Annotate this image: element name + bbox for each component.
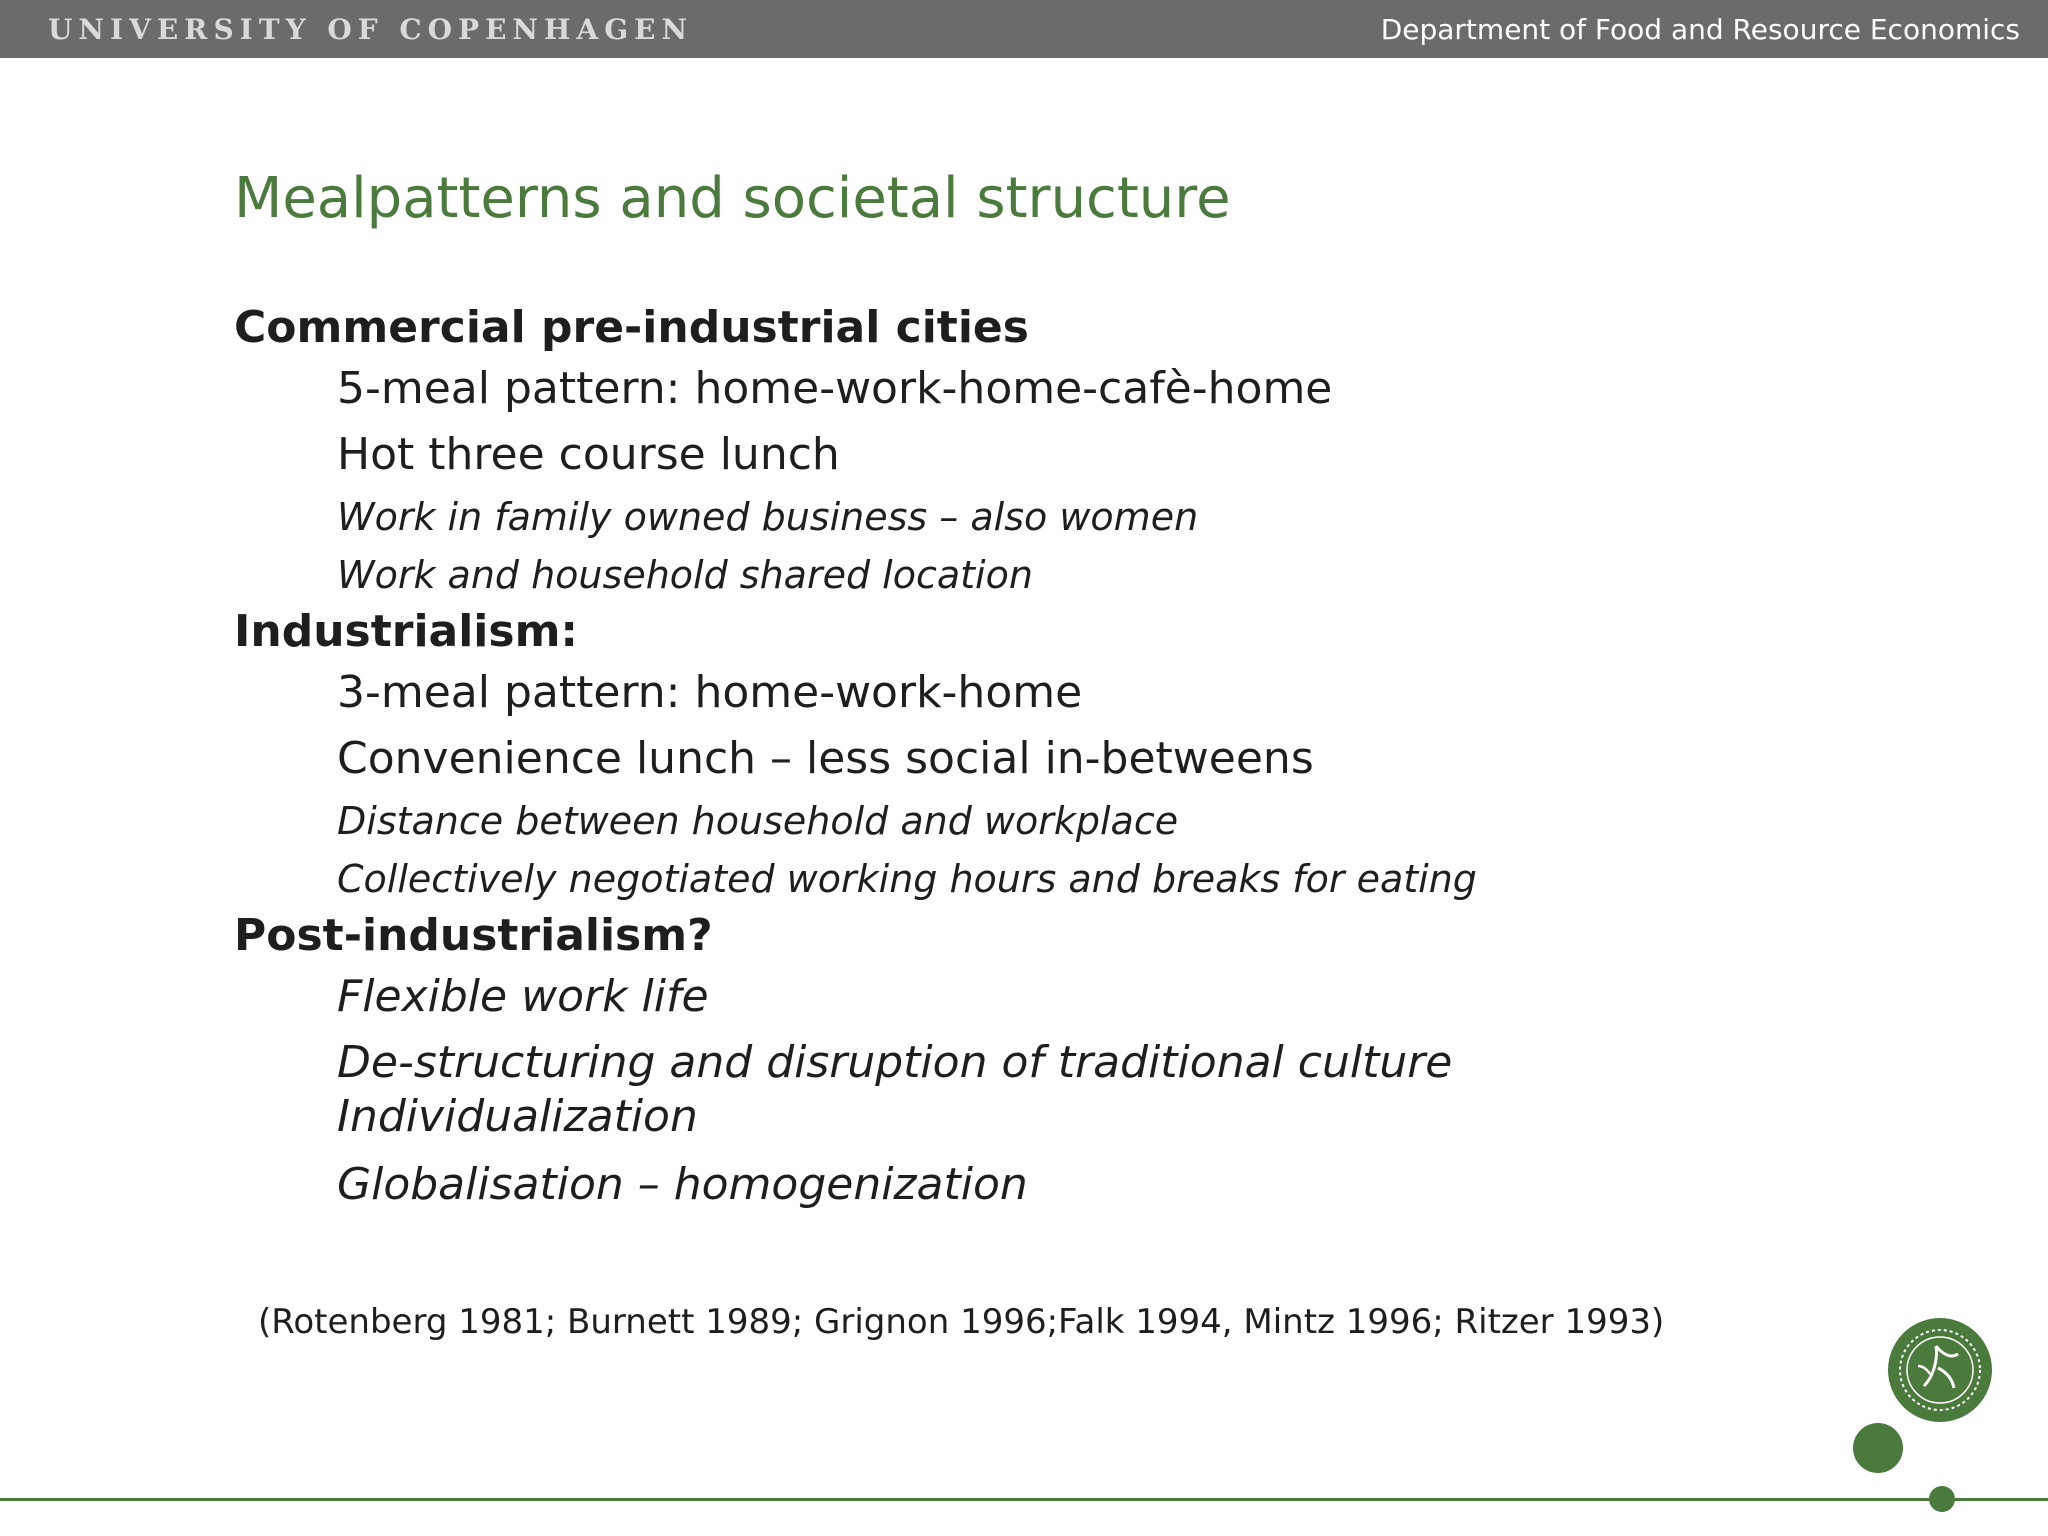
list-item: Distance between household and workplace <box>337 799 1179 843</box>
university-name: UNIVERSITY OF COPENHAGEN <box>48 13 694 46</box>
section-heading-industrialism: Industrialism: <box>234 606 579 657</box>
decorative-dot-large <box>1853 1423 1903 1473</box>
list-item: 5-meal pattern: home-work-home-cafè-home <box>337 363 1333 414</box>
university-seal-icon <box>1886 1316 1994 1424</box>
list-item: Globalisation – homogenization <box>337 1159 1028 1210</box>
list-item: Collectively negotiated working hours and breaks for eating <box>337 857 1477 901</box>
slide-title: Mealpatterns and societal structure <box>234 166 1231 231</box>
references: (Rotenberg 1981; Burnett 1989; Grignon 1996;Falk 1994, Mintz 1996; Ritzer 1993) <box>258 1302 1665 1342</box>
list-item: 3-meal pattern: home-work-home <box>337 667 1083 718</box>
section-heading-post-industrialism: Post-industrialism? <box>234 910 713 961</box>
section-heading-commercial: Commercial pre-industrial cities <box>234 302 1029 353</box>
list-item: Work in family owned business – also women <box>337 495 1199 539</box>
list-item: Hot three course lunch <box>337 429 840 480</box>
footer-line <box>0 1498 2048 1501</box>
list-item: Flexible work life <box>337 971 709 1022</box>
department-name: Department of Food and Resource Economics <box>1380 13 2020 46</box>
list-item: Convenience lunch – less social in-betweens <box>337 733 1314 784</box>
decorative-dot-small <box>1929 1486 1955 1512</box>
slide-content <box>234 300 1834 1218</box>
list-item: De-structuring and disruption of traditional culture Individualization <box>337 1037 1453 1142</box>
list-item: Work and household shared location <box>337 553 1033 597</box>
header-bar <box>0 0 2048 58</box>
